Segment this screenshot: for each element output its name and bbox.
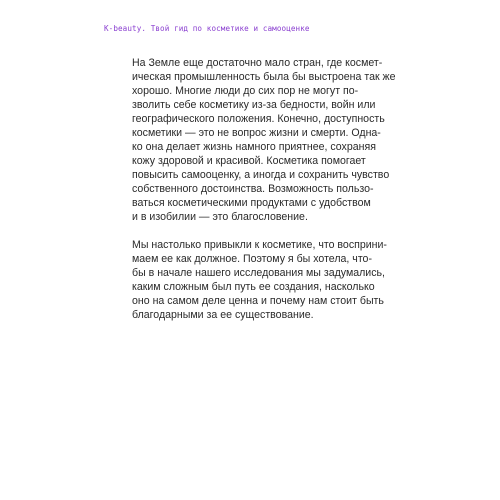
text-line: повысить самооценку, а иногда и сохранить чувство	[132, 169, 390, 181]
text-line: ваться косметическими продуктами с удобством	[132, 197, 371, 209]
running-header: K-beauty. Твой гид по косметике и самооценке	[104, 24, 310, 33]
text-line: кожу здоровой и красивой. Косметика помогает	[132, 155, 366, 167]
text-line: косметики — это не вопрос жизни и смерти. Одна-	[132, 127, 381, 139]
paragraph-2	[132, 238, 412, 322]
text-line: зволить себе косметику из-за бедности, войн или	[132, 99, 376, 111]
text-line: бы в начале нашего исследования мы задумались,	[132, 267, 385, 279]
text-line: и в изобилии — это благословение.	[132, 211, 308, 223]
text-line: благодарными за ее существование.	[132, 309, 314, 321]
text-line: На Земле еще достаточно мало стран, где космет-	[132, 57, 383, 69]
text-line: географического положения. Конечно, доступность	[132, 113, 385, 125]
body-text	[132, 56, 412, 336]
text-line: хорошо. Многие люди до сих пор не могут по-	[132, 85, 359, 97]
text-line: ическая промышленность была бы выстроена так же	[132, 71, 396, 83]
text-line: ко она делает жизнь намного приятнее, сохраняя	[132, 141, 376, 153]
text-line: маем ее как должное. Поэтому я бы хотела, что-	[132, 253, 372, 265]
text-line: каким сложным был путь ее создания, насколько	[132, 281, 375, 293]
text-line: собственного достоинства. Возможность пользо-	[132, 183, 374, 195]
text-line: оно на самом деле ценна и почему нам стоит быть	[132, 295, 384, 307]
paragraph-1	[132, 56, 412, 224]
text-line: Мы настолько привыкли к косметике, что восприни-	[132, 239, 387, 251]
